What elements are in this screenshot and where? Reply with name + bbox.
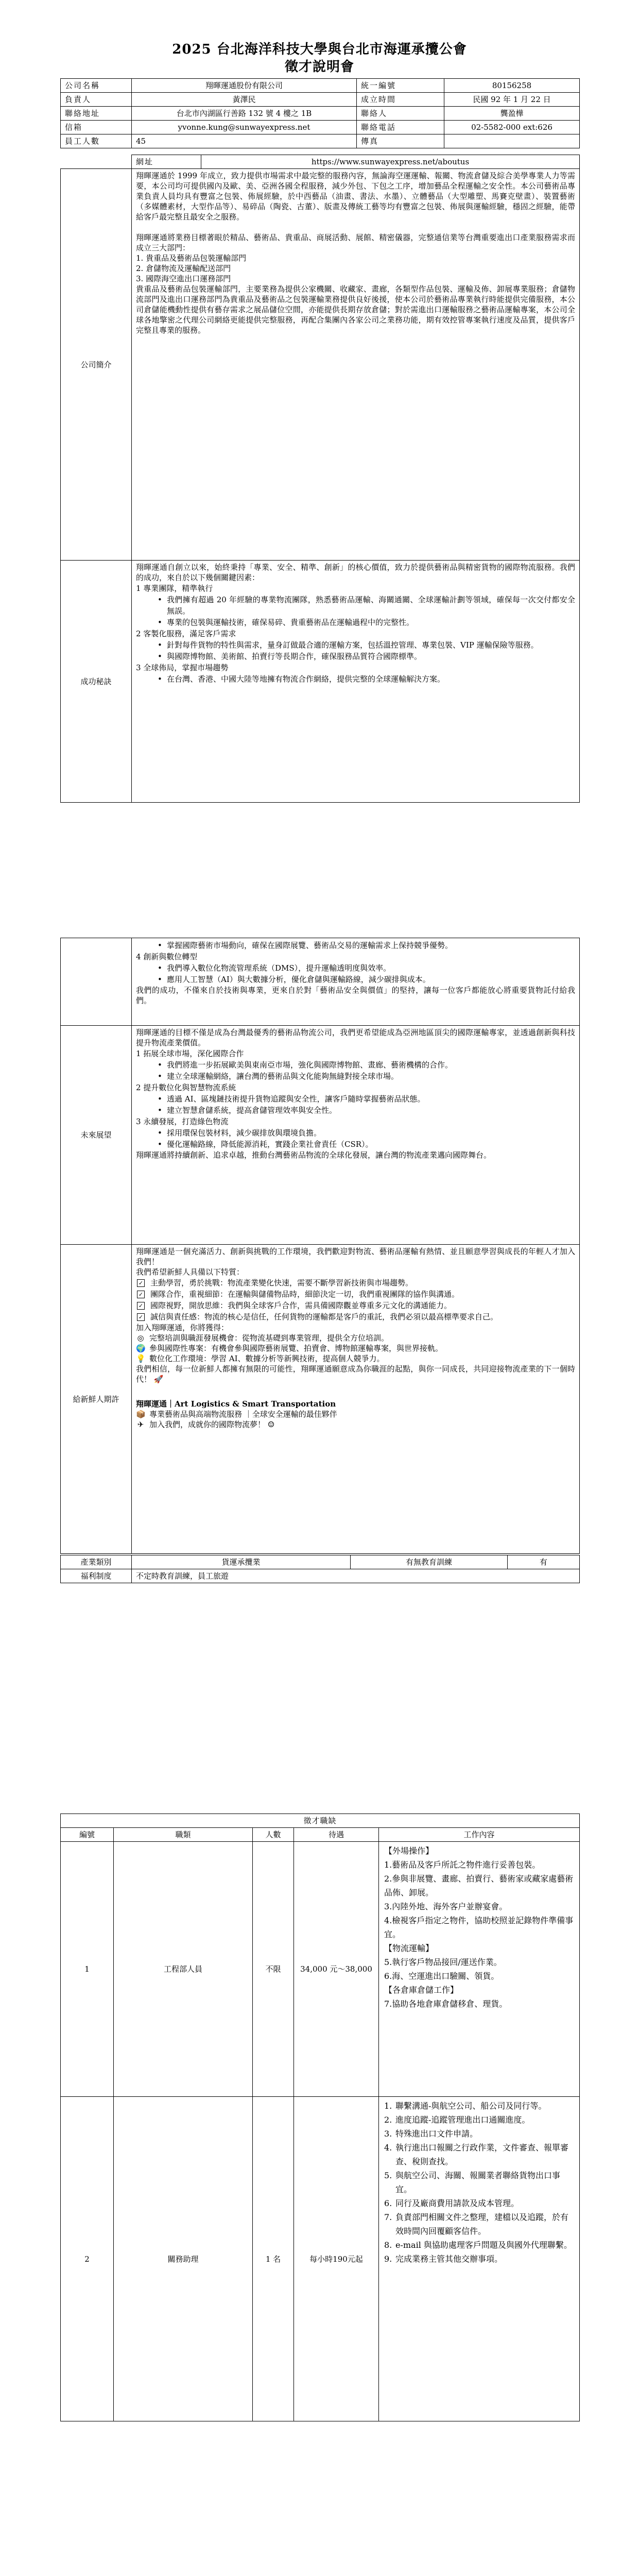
expect-lead: 我們希望新鮮人具備以下特質： <box>136 1267 245 1277</box>
intro-label: 公司簡介 <box>61 169 132 561</box>
list-item: • 專業的包裝與運輸技術，確保易碎、貴重藝術品在運輸過程中的完整性。 <box>136 617 575 628</box>
dept-item: 1. 貴重品及藝術品包裝運輸部門 <box>136 253 247 263</box>
column-header: 職類 <box>114 1828 253 1842</box>
checkbox-icon: ✓ <box>137 1279 145 1287</box>
job-count: 1 名 <box>253 2097 294 2421</box>
staff-label: 員工人數 <box>61 134 132 148</box>
duty-item: 3. 特殊進出口文件申請。 <box>384 2129 478 2139</box>
duty-line: 3.內陸外地、海外客户並辦宴會。 <box>384 1902 508 1911</box>
address-label: 聯絡地址 <box>61 107 132 121</box>
intro-paragraph: 翔暉運通於 1999 年成立，致力提供市場需求中最完整的服務內容，無論海空運運輸、報關、物流倉儲及綜合美學專業人力等需要，本公司均可提供國內及歐、美、亞洲各國全程服務，減少外包、下包之工序，增加藝品全程運輸之安全性。本公司藝術品專業負責人員均具有豐富之包裝、佈展經驗，於中西藝品（油畫、書法、水墨）、立體藝品（大型雕塑、馬賽克壁畫）、裝置藝術（多媒體素材，大型作品等）、易碎品（陶瓷、古董）、版畫及傳統工藝等均有豐富之包裝、佈展與運輸經驗，穩固之經驗，能帶給客戶最完整且最安全之服務。 <box>136 171 575 222</box>
list-item: • 透過 AI、區塊鏈技術提升貨物追蹤與安全性，讓客戶隨時掌握藝術品狀態。 <box>136 1093 575 1105</box>
list-item: • 採用環保包裝材料，減少碳排放與環境負擔。 <box>136 1127 575 1139</box>
duty-line: 7.協助各地倉庫倉儲移倉、理貨。 <box>384 1999 508 2009</box>
list-item: • 與國際博物館、美術館、拍賣行等長期合作，確保服務品質符合國際標準。 <box>136 651 575 662</box>
check-item: ✓ 主動學習，勇於挑戰：物流產業變化快速，需要不斷學習新技術與市場趨勢。 <box>136 1277 575 1289</box>
lightbulb-icon: 💡 <box>136 1354 146 1363</box>
duty-item: 1. 聯繫溝通-與航空公司、船公司及同行等。 <box>384 2101 547 2111</box>
job-count: 不限 <box>253 1842 294 2097</box>
duty-item: 4. 執行進出口報關之行政作業，文件審查、報單審查、稅則查找。 <box>384 2143 569 2166</box>
job-duties <box>379 1842 580 2097</box>
industry-value: 貨運承攬業 <box>132 1555 351 1569</box>
company-info-table <box>60 78 580 148</box>
industry-table <box>60 1555 580 1583</box>
email[interactable]: yvonne.kung@sunwayexpress.net <box>132 121 357 134</box>
page-1 <box>0 0 639 829</box>
fax <box>444 134 580 148</box>
list-item: • 應用人工智慧（AI）與大數據分析，優化倉儲與運輸路線，減少碳排與成本。 <box>136 974 575 985</box>
tax-id-label: 統一編號 <box>357 79 444 93</box>
future-label: 未來展望 <box>61 1026 132 1245</box>
future-section: 1 拓展全球市場，深化國際合作 <box>136 1049 244 1058</box>
list-item: • 建立全球運輸網絡，讓台灣的藝術品與文化能夠無縫對接全球市場。 <box>136 1071 575 1082</box>
welfare-label: 福利制度 <box>61 1569 132 1583</box>
list-item: • 針對每件貨物的特性與需求，量身訂做最合適的運輸方案，包括溫控管理、專業包裝、VIP 運輸保險等服務。 <box>136 639 575 651</box>
duty-line: 2.參與非展覽、畫廊、拍賣行、藝術家或藏家處藝術品佈、卸展。 <box>384 1874 574 1897</box>
gain-item: 🌍 參與國際性專案：有機會參與國際藝術展覽、拍賣會、博物館運輸專案，與世界接軌。 <box>136 1344 443 1353</box>
list-item: • 我們導入數位化物流管理系統（DMS），提升運輸透明度與效率。 <box>136 962 575 974</box>
staff-count: 45 <box>132 134 357 148</box>
tax-id: 80156258 <box>444 79 580 93</box>
owner: 黃澤民 <box>132 93 357 107</box>
address: 台北市內湖區行善路 132 號 4 樓之 1B <box>132 107 357 121</box>
company-detail-table-continued <box>60 938 580 1554</box>
future-section: 2 提升數位化與智慧物流系統 <box>136 1083 236 1092</box>
owner-label: 負責人 <box>61 93 132 107</box>
future-closing: 翔暉運通將持續創新、追求卓越，推動台灣藝術品物流的全球化發展，讓台灣的物流產業邁向國際舞台。 <box>136 1150 492 1160</box>
success-intro: 翔暉運通自創立以來，始終秉持「專業、安全、精準、創新」的核心價值，致力於提供藝術品與精密貨物的國際物流服務。我們的成功，來自於以下幾個關鍵因素： <box>136 563 575 582</box>
contact-label: 聯絡人 <box>357 107 444 121</box>
duty-item: 6. 同行及廠商費用請款及成本管理。 <box>384 2198 520 2208</box>
checkbox-icon: ✓ <box>137 1302 145 1310</box>
future-content <box>132 1026 580 1245</box>
smile-icon: ☺ <box>267 1420 275 1429</box>
list-item: • 我們將進一步拓展歐美與東南亞市場，強化與國際博物館、畫廊、藝術機構的合作。 <box>136 1059 575 1071</box>
success-closing: 我們的成功，不僅來自於技術與專業，更來自於對「藝術品安全與價值」的堅持，讓每一位客戶都能放心將重要貨物託付給我們。 <box>136 986 575 1005</box>
list-item: • 掌握國際藝術市場動向，確保在國際展覽、藝術品交易的運輸需求上保持競爭優勢。 <box>136 940 575 951</box>
duty-heading: 【外場操作】 <box>384 1846 434 1856</box>
column-header: 工作內容 <box>379 1828 580 1842</box>
success-section: 1 專業團隊，精準執行 <box>136 584 213 593</box>
duty-line: 6.海、空運進出口驗關、領貨。 <box>384 1971 499 1981</box>
check-item: ✓ 國際視野，開放思維：我們與全球客戶合作，需具備國際觀並尊重多元文化的溝通能力。 <box>136 1300 575 1311</box>
duty-heading: 【各倉庫倉儲工作】 <box>384 1985 459 1995</box>
expect-label: 給新鮮人期許 <box>61 1245 132 1554</box>
document-subtitle: 徵才說明會 <box>284 59 354 75</box>
success-content <box>132 561 580 803</box>
expect-content <box>132 1245 580 1554</box>
duty-item: 8. e-mail 與協助處理客戶問題及與國外代理聯繫。 <box>384 2240 572 2250</box>
intro-content <box>132 169 580 561</box>
company-name-label: 公司名稱 <box>61 79 132 93</box>
expect-intro: 翔暉運通是一個充滿活力、創新與挑戰的工作環境，我們歡迎對物流、藝術品運輸有熱情、並且願意學習與成長的年輕人才加入我們！ <box>136 1247 575 1266</box>
job-pay: 34,000 元～38,000 <box>294 1842 379 2097</box>
gain-item: ◎ 完整培訓與職涯發展機會：從物流基礎到專業管理，提供全方位培訓。 <box>136 1333 575 1343</box>
company-detail-table <box>60 155 580 803</box>
duty-item: 2. 進度追蹤-追蹤管理進出口通關進度。 <box>384 2115 530 2125</box>
jobs-title: 徵才職缺 <box>61 1814 580 1828</box>
brand-line: 翔暉運通｜Art Logistics & Smart Transportation <box>136 1399 336 1409</box>
job-number: 2 <box>61 2097 114 2421</box>
success-section: 3 全球佈局，掌握市場趨勢 <box>136 663 229 672</box>
intro-paragraph: 翔暉運通將業務目標著眼於精品、藝術品、貴重品、商展活動、展館、精密儀器，完整通信業等台灣重要進出口產業服務需求而成立三大部門： <box>136 233 575 252</box>
check-item: ✓ 誠信與責任感：物流的核心是信任，任何貨物的運輸都是客戶的重託，我們必須以最高標準要求自己。 <box>136 1311 575 1323</box>
expect-closing: 我們相信，每一位新鮮人都擁有無限的可能性，翔暉運通願意成為你職涯的起點，與你一同成長，共同迎接物流產業的下一個時代！ 🚀 <box>136 1364 575 1384</box>
jobs-table <box>60 1814 580 2421</box>
intro-paragraph: 貴重品及藝術品包裝運輸部門，主要業務為提供公家機關、收藏家、畫廊，各類型作品包裝、運輸及佈、卸展專業服務；倉儲物流部門及進出口運務部門為貴重品及藝術品之包裝運輸業務提供良好後援，使本公司於藝術品專業執行時能提供完備服務，本公司倉儲能機動性提供有藝存需求之展品儲位空間，亦能提供長期存放倉儲；對於需進出口運輸服務之藝術品運輸專案，本公司全球各地擎密之代理公司網絡更能提供完整服務，再配合集團內各家公司之業務功能，期有效控管專案執行速度及品質，提供客戶完整且專業的服務。 <box>136 284 575 335</box>
duty-heading: 【物流運輸】 <box>384 1943 434 1953</box>
table-row <box>61 2097 580 2421</box>
plane-icon: ✈ <box>137 1420 144 1429</box>
duty-item: 7. 負責部門相關文件之整理，建檔以及追蹤，於有效時間內回覆顧客信件。 <box>384 2212 569 2236</box>
phone-label: 聯絡電話 <box>357 121 444 134</box>
company-name: 翔暉運通股份有限公司 <box>132 79 357 93</box>
column-header: 待遇 <box>294 1828 379 1842</box>
expect-join: 加入翔暉運通，你將獲得： <box>136 1323 229 1332</box>
list-item: • 優化運輸路線，降低能源消耗，實踐企業社會責任（CSR）。 <box>136 1139 575 1150</box>
success-section: 4 創新與數位轉型 <box>136 952 198 961</box>
check-item: ✓ 團隊合作，重視細節：在運輸與儲備物品時，細節決定一切，我們重視團隊的協作與溝通。 <box>136 1289 575 1300</box>
industry-label: 產業類別 <box>61 1555 132 1569</box>
globe-icon: 🌍 <box>136 1344 146 1353</box>
job-number: 1 <box>61 1842 114 2097</box>
list-item: • 在台灣、香港、中國大陸等地擁有物流合作網絡，提供完整的全球運輸解決方案。 <box>136 673 575 685</box>
success-content-continued <box>132 938 580 1026</box>
column-header: 編號 <box>61 1828 114 1842</box>
success-label: 成功秘訣 <box>61 561 132 803</box>
rocket-icon: 🚀 <box>153 1375 164 1384</box>
target-icon: ◎ <box>137 1333 144 1343</box>
brand-item: 📦 專業藝術品與高端物流服務 ｜全球安全運輸的最佳夥伴 <box>136 1410 337 1419</box>
welfare-value: 不定時教育訓練，員工旅遊 <box>132 1569 580 1583</box>
job-duties <box>379 2097 580 2421</box>
duty-item: 9. 完成業務主管其他交辦事項。 <box>384 2254 503 2264</box>
gain-item: 💡 數位化工作環境：學習 AI、數據分析等新興技術，提高個人競爭力。 <box>136 1354 385 1363</box>
future-intro: 翔暉運通的目標不僅是成為台灣最優秀的藝術品物流公司，我們更希望能成為亞洲地區頂尖的國際運輸專家，並透過創新與科技提升物流產業價值。 <box>136 1028 575 1047</box>
training-value: 有 <box>508 1555 580 1569</box>
founded-label: 成立時間 <box>357 93 444 107</box>
phone: 02-5582-000 ext:626 <box>444 121 580 134</box>
duty-item: 5. 與航空公司、海關、報關業者聯絡貨物出口事宜。 <box>384 2171 561 2194</box>
dept-item: 2. 倉儲物流及運輸配送部門 <box>136 264 231 273</box>
success-section: 2 客製化服務，滿足客戶需求 <box>136 629 236 638</box>
duty-line: 1.藝術品及客戶所託之物件進行妥善包裝。 <box>384 1860 541 1870</box>
document-title: 2025 台北海洋科技大學與台北市海運承攬公會 <box>172 42 467 57</box>
job-type: 關務助理 <box>114 2097 253 2421</box>
table-row <box>61 1842 580 2097</box>
page-3 <box>0 1814 639 2576</box>
duty-line: 5.執行客戶物品接回/運送作業。 <box>384 1957 502 1967</box>
package-icon: 📦 <box>136 1410 146 1419</box>
contact: 龔盈樺 <box>444 107 580 121</box>
duty-line: 4.檢視客戶指定之物件，協助校照並記錄物件準備事宜。 <box>384 1916 574 1939</box>
url-label: 網址 <box>132 155 201 169</box>
founded: 民國 92 年 1 月 22 日 <box>444 93 580 107</box>
job-type: 工程部人員 <box>114 1842 253 2097</box>
column-header: 人數 <box>253 1828 294 1842</box>
checkbox-icon: ✓ <box>137 1291 145 1298</box>
future-section: 3 永續發展，打造綠色物流 <box>136 1117 229 1126</box>
list-item: • 我們擁有超過 20 年經驗的專業物流團隊，熟悉藝術品運輸、海關通關、全球運輸計劃等領域，確保每一次交付都安全無誤。 <box>136 594 575 617</box>
page-2 <box>0 938 639 1659</box>
dept-item: 3. 國際海空進出口運務部門 <box>136 274 231 283</box>
list-item: • 建立智慧倉儲系統，提高倉儲管理效率與安全性。 <box>136 1105 575 1116</box>
brand-item: ✈ 加入我們，成就你的國際物流夢！ ☺ <box>136 1419 575 1430</box>
checkbox-icon: ✓ <box>137 1313 145 1321</box>
email-label: 信箱 <box>61 121 132 134</box>
job-pay: 每小時190元起 <box>294 2097 379 2421</box>
website-url[interactable]: https://www.sunwayexpress.net/aboutus <box>201 155 580 169</box>
fax-label: 傳真 <box>357 134 444 148</box>
training-label: 有無教育訓練 <box>351 1555 508 1569</box>
